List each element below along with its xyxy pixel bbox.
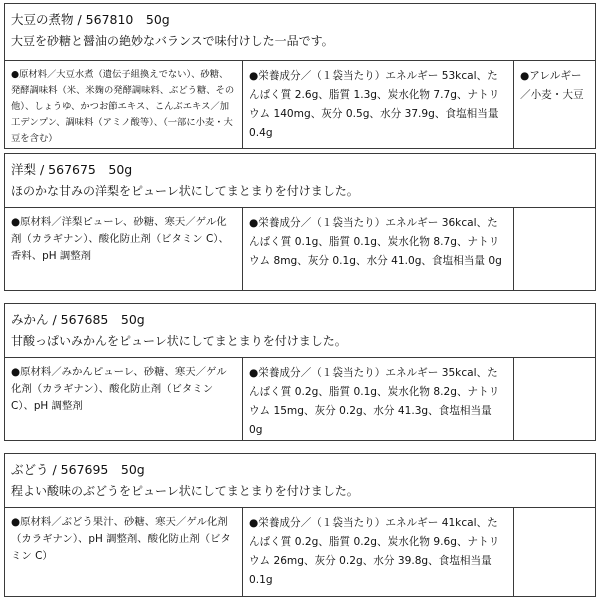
product-header bbox=[5, 4, 595, 50]
product-header bbox=[5, 454, 595, 500]
ingredients-cell: ●原材料／みかんピューレ、砂糖、寒天／ゲル化剤（カラギナン）、酸化防止剤（ビタミン C）、pH 調整剤 bbox=[11, 366, 227, 412]
product-description: 甘酸っぱいみかんをピューレ状にしてまとまりを付けました。 bbox=[11, 334, 347, 348]
product-title: 大豆の煮物 / 567810 50g bbox=[11, 12, 170, 27]
ingredients-cell: ●原材料／大豆水煮（遺伝子組換えでない）、砂糖、発酵調味料（米、米麹の発酵調味料、ぶどう糖、その他）、しょうゆ、かつお節エキス、こんぶエキス／加工デンプン、調味料（アミノ酸等）、（一部に小麦・大豆を含む） bbox=[11, 69, 235, 144]
product-title: 洋梨 / 567675 50g bbox=[11, 162, 133, 177]
product-header bbox=[5, 304, 595, 350]
product-info-table bbox=[5, 507, 595, 596]
ingredients-cell: ●原材料／ぶどう果汁、砂糖、寒天／ゲル化剤（カラギナン）、pH 調整剤、酸化防止剤（ビタミン C） bbox=[11, 516, 231, 562]
product-description: 大豆を砂糖と醤油の絶妙なバランスで味付けした一品です。 bbox=[11, 34, 334, 48]
product-description: 程よい酸味のぶどうをピューレ状にしてまとまりを付けました。 bbox=[11, 484, 359, 498]
product-info-table bbox=[5, 60, 595, 148]
nutrition-cell: ●栄養成分／（１袋当たり）エネルギー 53kcal、たんぱく質 2.6g、脂質 1.3g、炭水化物 7.7g、ナトリウム 140mg、灰分 0.5g、水分 37.9g、食塩相当量 0.4g bbox=[242, 61, 513, 148]
product-info-table bbox=[5, 357, 595, 440]
product-card bbox=[4, 153, 596, 291]
product-description: ほのかな甘みの洋梨をピューレ状にしてまとまりを付けました。 bbox=[11, 184, 359, 198]
product-title: みかん / 567685 50g bbox=[11, 312, 145, 327]
product-title: ぶどう / 567695 50g bbox=[11, 462, 145, 477]
allergy-cell: ●アレルギー／小麦・大豆 bbox=[513, 61, 595, 148]
product-card bbox=[4, 453, 596, 597]
ingredients-cell: ●原材料／洋梨ピューレ、砂糖、寒天／ゲル化剤（カラギナン）、酸化防止剤（ビタミン C）、香料、pH 調整剤 bbox=[11, 216, 229, 262]
allergy-cell bbox=[513, 508, 595, 596]
product-card bbox=[4, 303, 596, 441]
product-header bbox=[5, 154, 595, 200]
product-card bbox=[4, 3, 596, 149]
nutrition-cell: ●栄養成分／（１袋当たり）エネルギー 36kcal、たんぱく質 0.1g、脂質 0.1g、炭水化物 8.7g、ナトリウム 8mg、灰分 0.1g、水分 41.0g、食塩相当量 0g bbox=[242, 208, 513, 290]
nutrition-cell: ●栄養成分／（１袋当たり）エネルギー 35kcal、たんぱく質 0.2g、脂質 0.1g、炭水化物 8.2g、ナトリウム 15mg、灰分 0.2g、水分 41.3g、食塩相当量 0g bbox=[242, 358, 513, 440]
product-info-table bbox=[5, 207, 595, 290]
nutrition-cell: ●栄養成分／（１袋当たり）エネルギー 41kcal、たんぱく質 0.2g、脂質 0.2g、炭水化物 9.6g、ナトリウム 26mg、灰分 0.2g、水分 39.8g、食塩相当量 0.1g bbox=[242, 508, 513, 596]
allergy-cell bbox=[513, 358, 595, 440]
allergy-cell bbox=[513, 208, 595, 290]
